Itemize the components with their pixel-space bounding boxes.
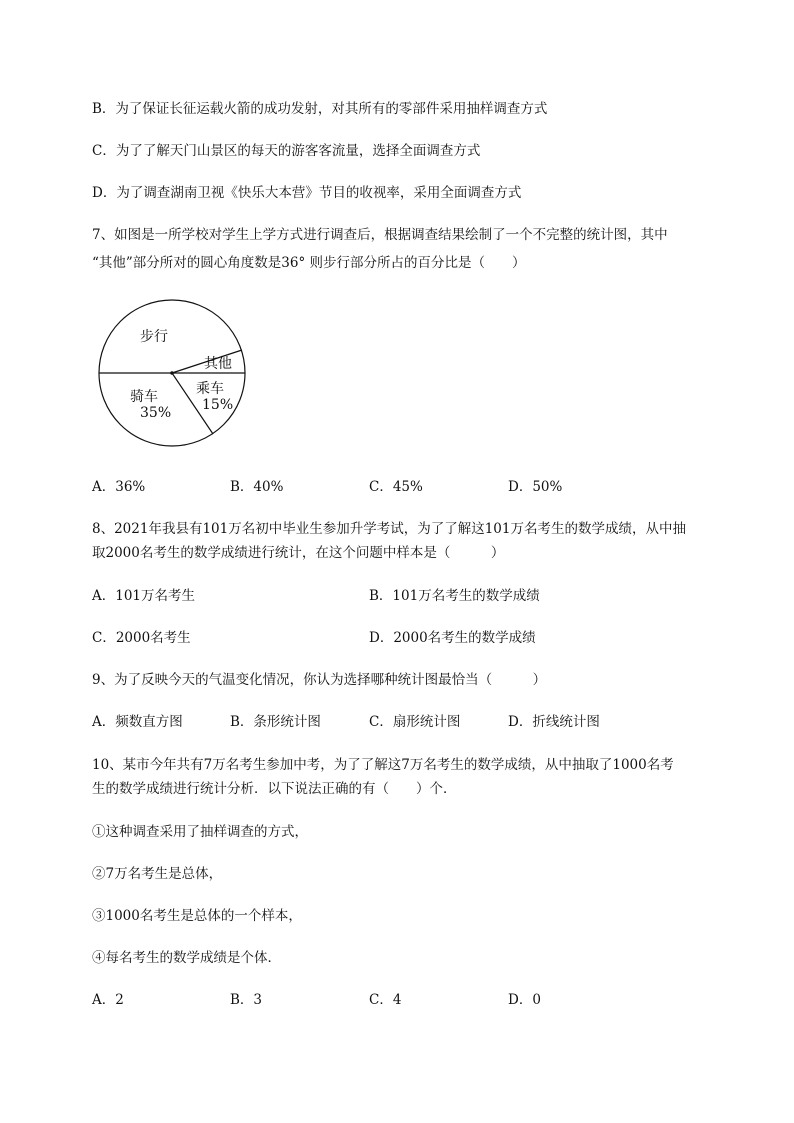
slice-label-walk: 步行 <box>140 329 168 345</box>
slice-label-bus: 乘车 <box>196 381 224 397</box>
q10-statement-2: ②7万名考生是总体， <box>92 866 223 882</box>
q8-option-b: B．101万名考生的数学成绩 <box>369 588 540 604</box>
q7-option-c: C．45% <box>369 479 423 495</box>
q10-option-d: D．0 <box>508 992 541 1008</box>
q6-option-b: B．为了保证长征运载火箭的成功发射，对其所有的零部件采用抽样调查方式 <box>92 101 548 117</box>
q9-stem: 9、为了反映今天的气温变化情况，你认为选择哪种统计图最恰当（ ） <box>92 672 547 688</box>
q6-option-d: D．为了调查湖南卫视《快乐大本营》节目的收视率，采用全面调查方式 <box>92 185 522 201</box>
slice-value-bus: 15% <box>202 397 234 413</box>
slice-label-bike: 骑车 <box>130 389 158 405</box>
q10-option-c: C．4 <box>369 992 402 1008</box>
q10-option-a: A．2 <box>92 992 124 1008</box>
slice-value-bike: 35% <box>140 405 172 421</box>
q8-stem-line1: 8、2021年我县有101万名初中毕业生参加升学考试，为了了解这101万名考生的数学成绩，从中抽 <box>92 521 686 537</box>
q9-option-b: B．条形统计图 <box>230 714 321 730</box>
q10-option-b: B．3 <box>230 992 263 1008</box>
q10-statement-4: ④每名考生的数学成绩是个体． <box>92 950 281 966</box>
q7-stem-line2: “其他”部分所对的圆心角度数是36° 则步行部分所占的百分比是（ ） <box>92 255 526 271</box>
pie-chart <box>96 296 256 456</box>
q9-option-c: C．扇形统计图 <box>369 714 461 730</box>
q8-option-d: D．2000名考生的数学成绩 <box>369 630 536 646</box>
q10-statement-3: ③1000名考生是总体的一个样本， <box>92 908 302 924</box>
q10-stem-line1: 10、某市今年共有7万名考生参加中考，为了了解这7万名考生的数学成绩，从中抽取了1000名考 <box>92 757 674 773</box>
q9-option-d: D．折线统计图 <box>508 714 600 730</box>
q6-option-c: C．为了了解天门山景区的每天的游客客流量，选择全面调查方式 <box>92 143 481 159</box>
q7-option-a: A．36% <box>92 479 146 495</box>
q8-option-c: C．2000名考生 <box>92 630 191 646</box>
q7-option-d: D．50% <box>508 479 563 495</box>
q10-statement-1: ①这种调查采用了抽样调查的方式， <box>92 824 308 840</box>
q7-stem-line1: 7、如图是一所学校对学生上学方式进行调查后，根据调查结果绘制了一个不完整的统计图，其中 <box>92 227 668 243</box>
pie-center-dot <box>170 371 174 375</box>
q10-stem-line2: 生的数学成绩进行统计分析．以下说法正确的有（ ）个． <box>92 781 457 797</box>
slice-label-other: 其他 <box>204 356 232 372</box>
q8-option-a: A．101万名考生 <box>92 588 196 604</box>
q9-option-a: A．频数直方图 <box>92 714 183 730</box>
q7-option-b: B．40% <box>230 479 284 495</box>
q8-stem-line2: 取2000名考生的数学成绩进行统计，在这个问题中样本是（ ） <box>92 545 505 561</box>
